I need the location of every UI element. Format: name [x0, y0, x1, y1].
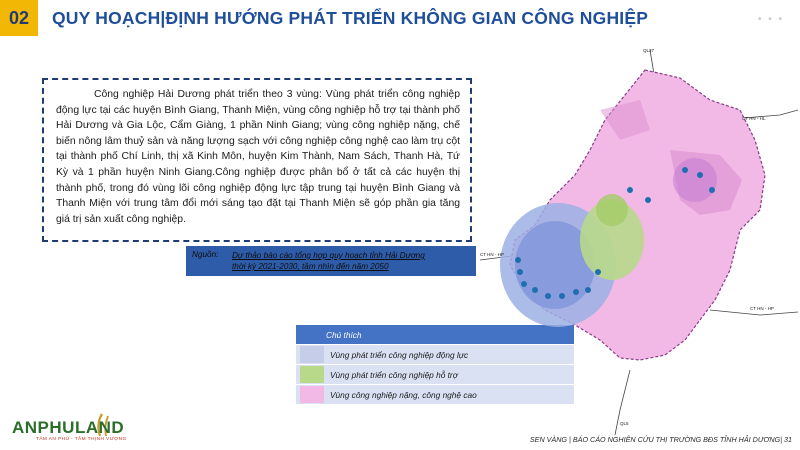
page-footer: SEN VÀNG | BÁO CÁO NGHIÊN CỨU THỊ TRƯỜNG BĐS TỈNH HẢI DƯƠNG| 31 — [529, 435, 792, 444]
industrial-zone-map — [480, 40, 798, 435]
legend-swatch-cong-nghe-cao — [300, 386, 324, 403]
map-label-ct-hn-hp-left: CT HN - HP — [480, 252, 504, 257]
legend-label: Vùng công nghiệp nặng, công nghệ cao — [330, 389, 477, 400]
description-box — [42, 78, 472, 242]
legend-label: Vùng phát triển công nghiệp hỗ trợ — [330, 369, 458, 380]
company-tagline: TÂM AN PHÚ - TẦM THỊNH VƯỢNG — [36, 437, 127, 442]
source-label: Nguồn: — [192, 250, 219, 259]
description-text: Công nghiệp Hải Dương phát triển theo 3 vùng: Vùng phát triển công nghiệp động lực tại các huyện Bình Giang, Thanh Miện, vùng công nghiệp hỗ trợ tại thành phố Hải Dương và Gia Lộc, Cẩm Giàng, 1 phần Ninh Giang; vùng công nghiệp nặng, chế biến nông lâm thuỷ sản và năng lượng sạch với công nghiệp công nghệ cao làm trụ cột tại thành phố Chí Linh, thị xã Kinh Môn, huyện Kim Thành, Nam Sách, Thanh Hà, Tứ Kỳ và 1 phần huyện Ninh Giang.Công nghiệp được phân bổ ở tất cả các huyện thị thành phố, trong đó vùng lõi công nghiệp động lực tập trung tại huyện Bình Giang và Thanh Miện với trung tâm đổi mới sáng tạo đặt tại Thanh Miện sẽ góp phần gia tăng giá trị sản xuất công nghiệp. — [56, 89, 460, 225]
legend-swatch-ho-tro — [300, 366, 324, 383]
map-label-ct-hn-hp-right: CT HN - HP — [750, 306, 774, 311]
map-label-ql5: QL5 — [620, 421, 629, 426]
source-box — [186, 246, 476, 276]
company-logo: ANPHULAND — [12, 418, 125, 437]
page-title: QUY HOẠCH|ĐỊNH HƯỚNG PHÁT TRIỂN KHÔNG GIAN CÔNG NGHIỆP — [52, 8, 649, 28]
source-reference[interactable] — [232, 250, 425, 272]
source-link-line-2[interactable]: thời kỳ 2021-2030, tầm nhìn đến năm 2050 — [232, 262, 389, 271]
legend-title: Chú thích — [296, 325, 574, 344]
decorative-dots: • • • — [757, 14, 784, 25]
legend-swatch-dong-luc — [300, 346, 324, 363]
map-label-ct-hn-hl: CT HN - HL — [742, 116, 766, 121]
legend-label: Vùng phát triển công nghiệp động lực — [330, 349, 469, 360]
slide-number: 02 — [0, 0, 38, 36]
source-link-line-1[interactable]: Dự thảo báo cáo tổng hợp quy hoạch tỉnh Hải Dương — [232, 251, 425, 260]
map-label-ql37: QL37 — [643, 48, 655, 53]
